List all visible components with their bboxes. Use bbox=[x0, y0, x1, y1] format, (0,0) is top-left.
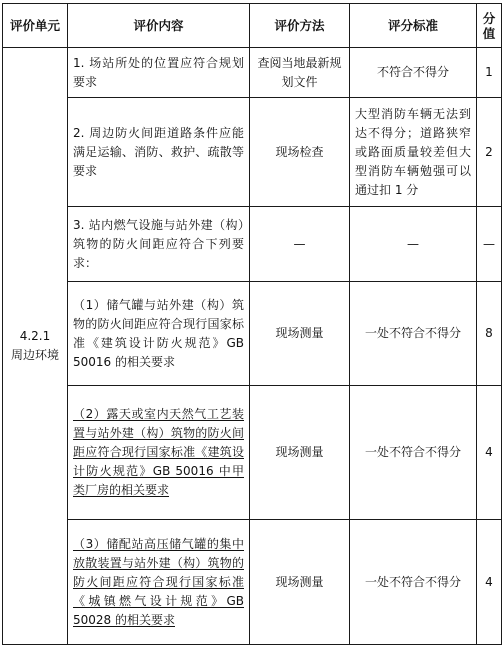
row-score: — bbox=[477, 207, 502, 282]
row-score: 8 bbox=[477, 282, 502, 386]
table-row bbox=[3, 520, 502, 645]
row-method: 现场测量 bbox=[250, 282, 350, 386]
row-method: — bbox=[250, 207, 350, 282]
row-content bbox=[68, 386, 250, 520]
row-method: 现场测量 bbox=[250, 520, 350, 645]
header-score: 分值 bbox=[477, 4, 502, 48]
row-standard: — bbox=[350, 207, 477, 282]
row-score: 4 bbox=[477, 386, 502, 520]
row-content bbox=[68, 520, 250, 645]
row-standard: 一处不符合不得分 bbox=[350, 282, 477, 386]
table-row bbox=[3, 48, 502, 98]
evaluation-table bbox=[2, 3, 502, 645]
row-standard: 一处不符合不得分 bbox=[350, 520, 477, 645]
underlined-content: （2）露天或室内天然气工艺装置与站外建（构）筑物的防火间距应符合现行国家标准《建筑设计防火规范》GB 50016 中甲类厂房的相关要求 bbox=[73, 407, 244, 497]
row-content: 1. 场站所处的位置应符合规划要求 bbox=[68, 48, 250, 98]
header-standard: 评分标准 bbox=[350, 4, 477, 48]
row-method: 现场测量 bbox=[250, 386, 350, 520]
row-standard: 大型消防车辆无法到达不得分；道路狭窄或路面质量较差但大型消防车辆勉强可以通过扣 1 分 bbox=[350, 98, 477, 207]
row-method: 查阅当地最新规划文件 bbox=[250, 48, 350, 98]
underlined-content: （3）储配站高压储气罐的集中放散装置与站外建（构）筑物的防火间距应符合现行国家标准《城镇燃气设计规范》GB 50028 的相关要求 bbox=[73, 536, 244, 627]
row-content: 2. 周边防火间距道路条件应能满足运输、消防、救护、疏散等要求 bbox=[68, 98, 250, 207]
row-score: 2 bbox=[477, 98, 502, 207]
header-method: 评价方法 bbox=[250, 4, 350, 48]
row-score: 1 bbox=[477, 48, 502, 98]
evaluation-unit-cell bbox=[3, 48, 68, 645]
table-row bbox=[3, 207, 502, 282]
row-content: 3. 站内燃气设施与站外建（构）筑物的防火间距应符合下列要求： bbox=[68, 207, 250, 282]
header-content: 评价内容 bbox=[68, 4, 250, 48]
table-row bbox=[3, 282, 502, 386]
table-row bbox=[3, 98, 502, 207]
header-unit: 评价单元 bbox=[3, 4, 68, 48]
table-row bbox=[3, 386, 502, 520]
row-method: 现场检查 bbox=[250, 98, 350, 207]
row-standard: 一处不符合不得分 bbox=[350, 386, 477, 520]
unit-name: 周边环境 bbox=[10, 348, 59, 362]
row-standard: 不符合不得分 bbox=[350, 48, 477, 98]
row-score: 4 bbox=[477, 520, 502, 645]
row-content: （1）储气罐与站外建（构）筑物的防火间距应符合现行国家标准《建筑设计防火规范》GB 50016 的相关要求 bbox=[68, 282, 250, 386]
table-header-row bbox=[3, 4, 502, 48]
unit-code: 4.2.1 bbox=[19, 329, 51, 343]
